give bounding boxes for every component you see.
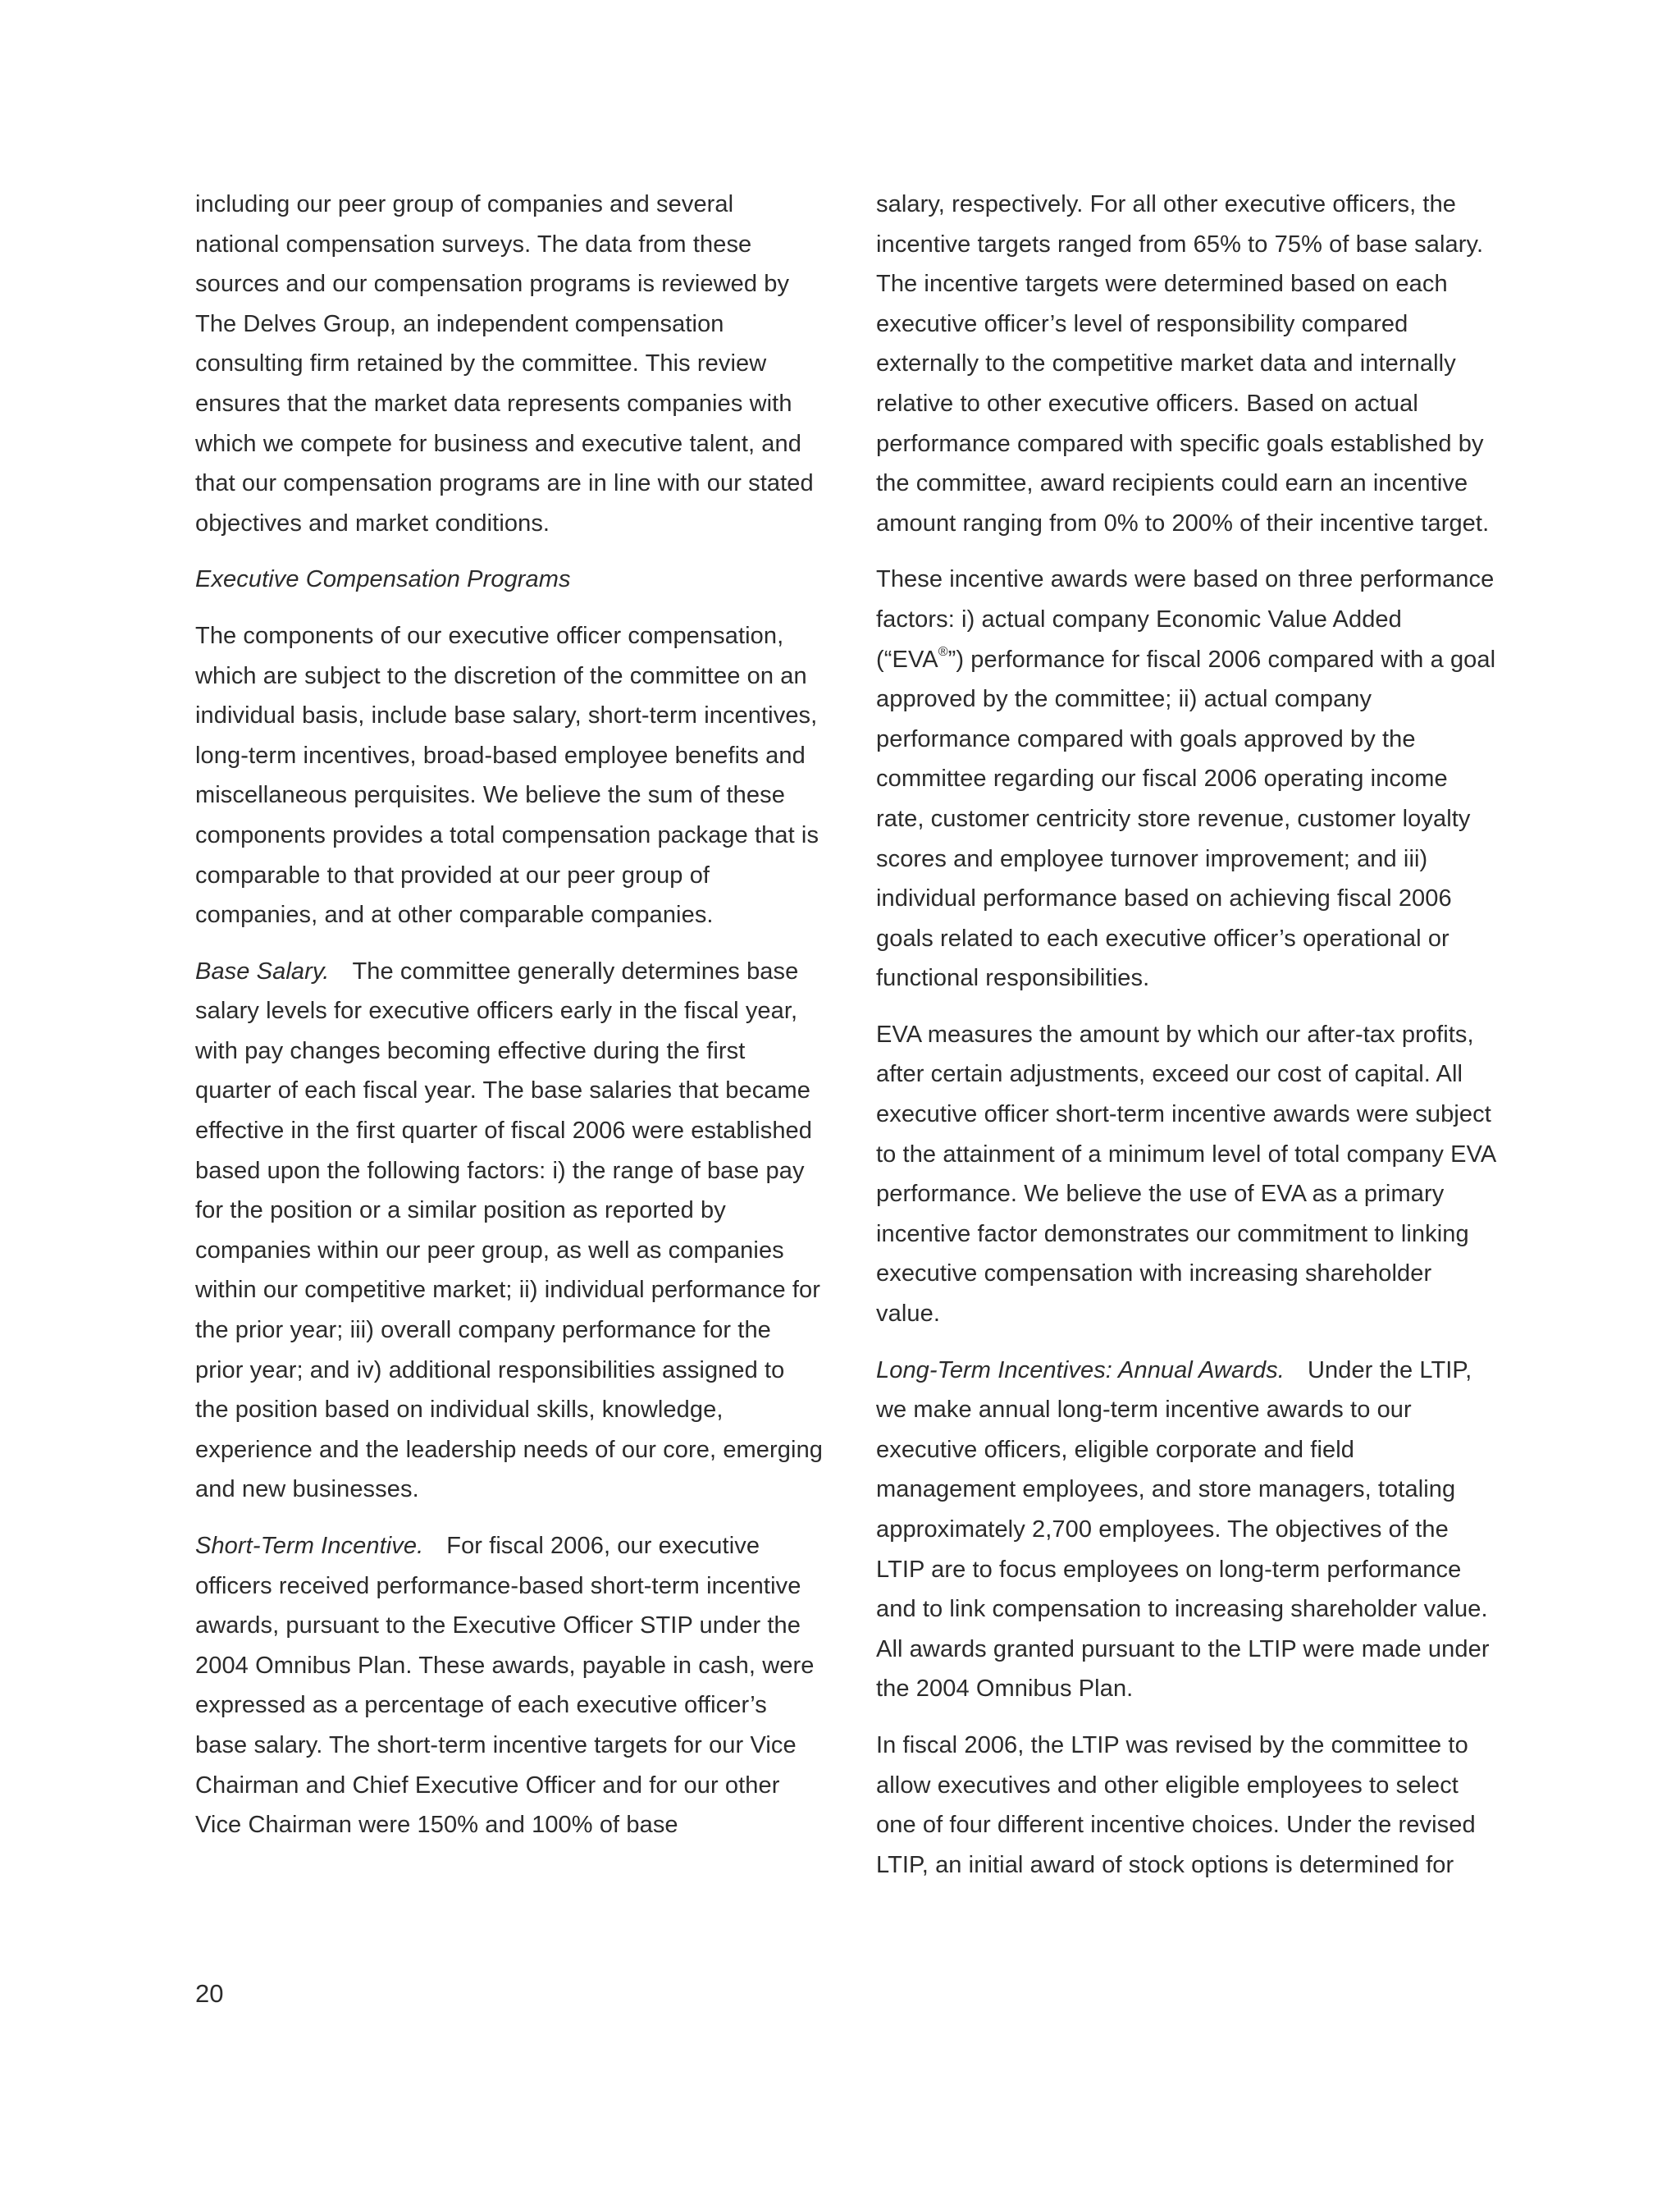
run-in-heading-short-term-incentive: Short-Term Incentive. [195,1533,424,1559]
paragraph-eva-measures: EVA measures the amount by which our after-tax profits, after certain adjustments, exceed our cost of capital. All executive officer short-term incentive awards were subject to the attainment of a minimum level of total company EVA performance. We believe the use of EVA as a primary incentive factor demonstrates our commitment to linking executive compensation with increasing shareholder value. [876,1021,1495,1328]
performance-factors-text-start: These incentive awards were based on three performance factors: i) actual company Economic Value Added (“EVA [876,566,1495,673]
paragraph-short-term-incentive [195,1526,824,1845]
paragraph-performance-factors [876,560,1496,999]
paragraph-peer-group: including our peer group of companies and several national compensation surveys. The data from these sources and our compensation programs is reviewed by The Delves Group, an independent compensation consulting firm retained by the committee. This review ensures that the market data represents companies with which we compete for business and executive talent, and that our compensation programs are in line with our stated objectives and market conditions. [195,191,814,537]
subheading-executive-compensation-programs: Executive Compensation Programs [195,566,571,593]
paragraph-base-salary [195,952,824,1510]
left-column [195,185,824,1862]
paragraph-ltip-revised: In fiscal 2006, the LTIP was revised by the committee to allow executives and other eligible employees to select one of four different incentive choices. Under the revised LTIP, an initial award of stock options is determined for [876,1731,1476,1878]
paragraph-long-term-incentives [876,1351,1496,1709]
page-number: 20 [195,1979,224,2008]
base-salary-text: The committee generally determines base salary levels for executive officers early in the fiscal year, with pay changes becoming effective during the first quarter of each fiscal year. The base salaries that became effective in the first quarter of fiscal 2006 were established based upon the following factors: i) the range of base pay for the position or a similar position as reported by companies within our peer group, as well as companies within our competitive market; ii) individual performance for the prior year; iii) overall company performance for the prior year; and iv) additional responsibilities assigned to the position based on individual skills, knowledge, experience and the leadership needs of our core, emerging and new businesses. [195,958,824,1503]
long-term-incentives-text: Under the LTIP, we make annual long-term incentive awards to our executive officers, eligible corporate and field management employees, and store managers, totaling approximately 2,700 employees. The objectives of the LTIP are to focus employees on long-term performance and to link compensation to increasing shareholder value. All awards granted pursuant to the LTIP were made under the 2004 Omnibus Plan. [876,1356,1490,1703]
performance-factors-text-end: ”) performance for fiscal 2006 compared with a goal approved by the committee; ii) actual company performance compared with goals approved by the committee regarding our fiscal 2006 operating income rate, customer centricity store revenue, customer loyalty scores and employee turnover improvement; and iii) individual performance based on achieving fiscal 2006 goals related to each executive officer’s operational or functional responsibilities. [876,646,1496,992]
right-column [876,185,1496,1901]
registered-trademark-mark: ® [938,644,948,659]
short-term-incentive-text: For fiscal 2006, our executive officers received performance-based short-term incentive awards, pursuant to the Executive Officer STIP under the 2004 Omnibus Plan. These awards, payable in cash, were expressed as a percentage of each executive officer’s base salary. The short-term incentive targets for our Vice Chairman and Chief Executive Officer and for our other Vice Chairman were 150% and 100% of base [195,1533,815,1839]
run-in-heading-long-term-incentives: Long-Term Incentives: Annual Awards. [876,1356,1285,1383]
run-in-heading-base-salary: Base Salary. [195,958,330,985]
paragraph-incentive-targets: salary, respectively. For all other executive officers, the incentive targets ranged from 65% to 75% of base salary. The incentive targets were determined based on each executive officer’s level of responsibility compared externally to the competitive market data and internally relative to other executive officers. Based on actual performance compared with specific goals established by the committee, award recipients could earn an incentive amount ranging from 0% to 200% of their incentive target. [876,191,1490,537]
paragraph-components: The components of our executive officer compensation, which are subject to the discretion of the committee on an individual basis, include base salary, short-term incentives, long-term incentives, broad-based employee benefits and miscellaneous perquisites. We believe the sum of these components provides a total compensation package that is comparable to that provided at our peer group of companies, and at other comparable companies. [195,622,819,929]
